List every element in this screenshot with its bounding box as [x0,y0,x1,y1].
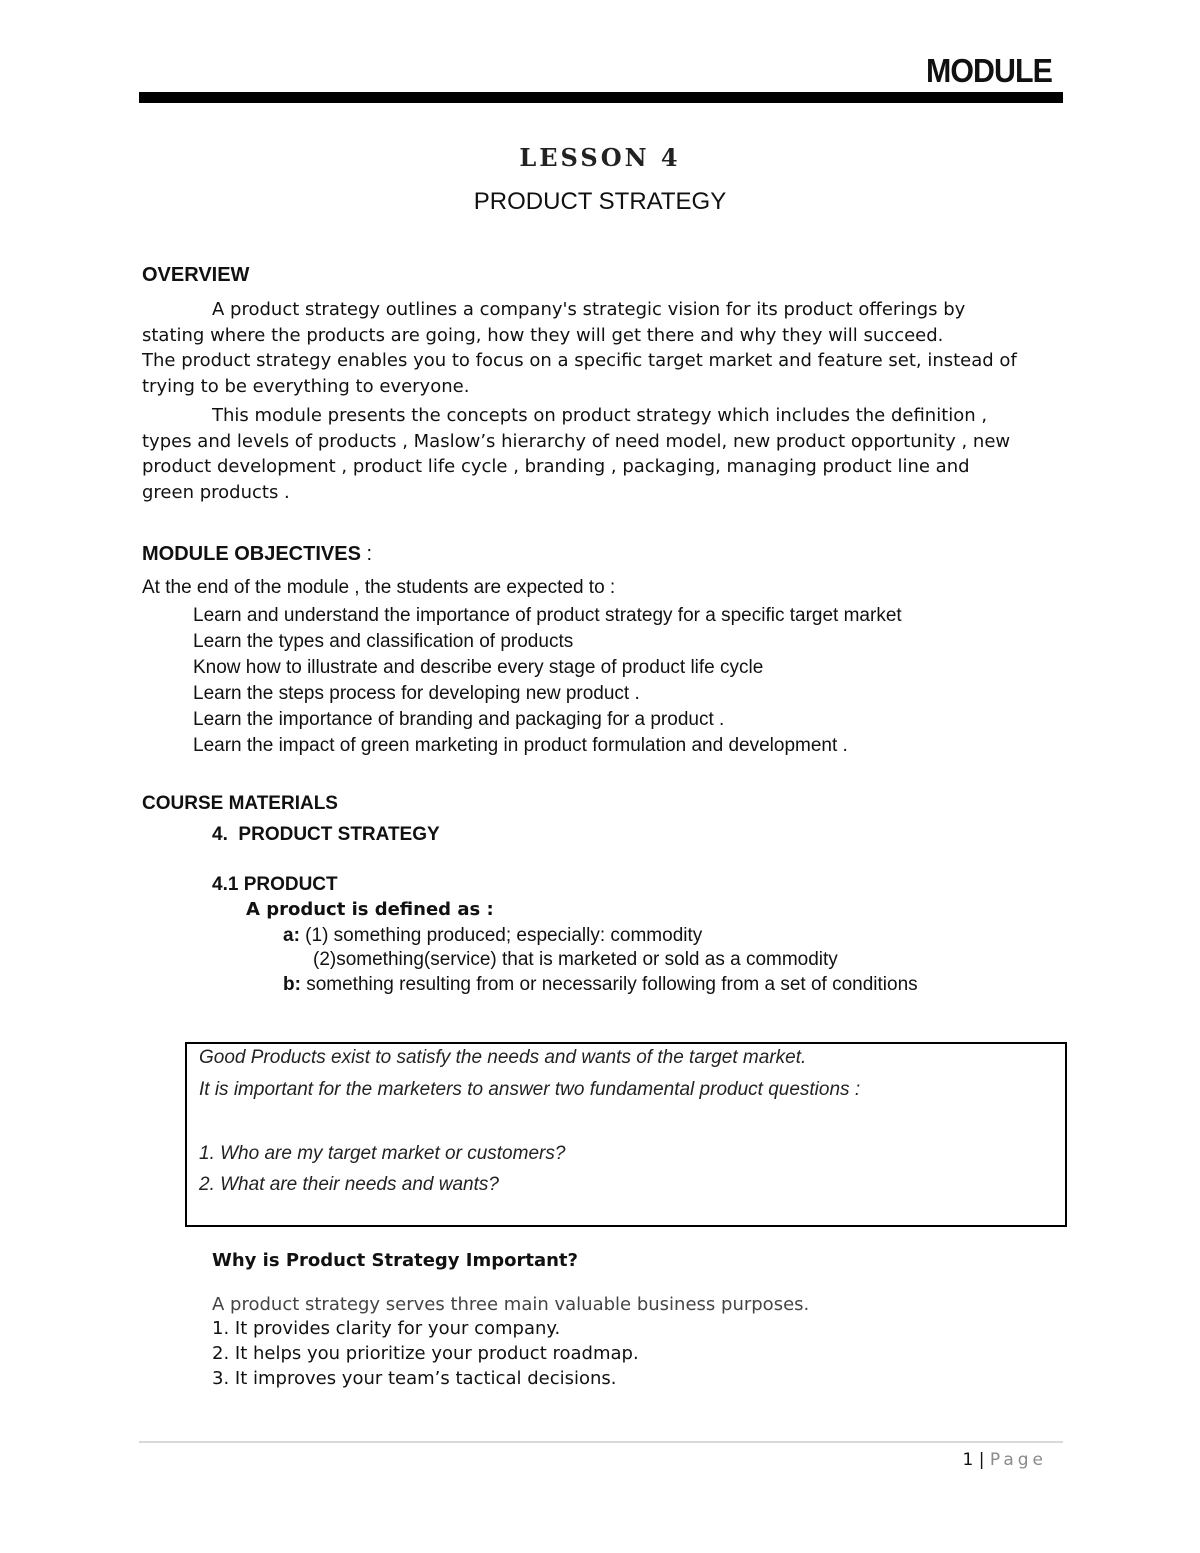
callout-line-2: It is important for the marketers to answer two fundamental product questions : [199,1079,861,1100]
list-item: Learn the steps process for developing new product . [193,683,640,704]
definition-b-label: b: [283,974,301,995]
subsection-heading: 4.1 PRODUCT [212,874,338,895]
why-item-2: 2. It helps you prioritize your product roadmap. [212,1343,639,1364]
callout-question-2: 2. What are their needs and wants? [199,1174,499,1195]
objectives-heading-row [142,543,372,566]
overview-p2-line-4: green products . [142,481,290,503]
why-item-1: 1. It provides clarity for your company. [212,1318,561,1339]
lesson-label: LESSON 4 [519,143,681,172]
overview-p2-line-3: product development , product life cycle , branding , packaging, managing product line and [142,456,970,477]
definition-a-label: a: [283,925,300,946]
overview-heading: OVERVIEW [142,264,250,286]
callout-box [185,1042,1067,1227]
list-item: Know how to illustrate and describe every stage of product life cycle [193,657,764,678]
definition-a-line-1 [283,925,702,947]
definition-a-text-1: (1) something produced; especially: commodity [299,925,703,946]
course-materials-heading: COURSE MATERIALS [142,793,338,814]
overview-p2-line-1: This module presents the concepts on product strategy which includes the definition , [212,405,988,426]
objectives-heading: MODULE OBJECTIVES [142,543,361,565]
definition-a-text-2: (2)something(service) that is marketed or sold as a commodity [313,949,838,970]
objectives-list [175,603,902,759]
list-item: Learn and understand the importance of product strategy for a specific target market [193,605,902,626]
page-label: Page [989,1450,1047,1470]
list-item: Learn the importance of branding and packaging for a product . [193,709,725,730]
page-separator: | [973,1450,990,1470]
overview-p1-line-4: trying to be everything to everyone. [142,375,470,397]
why-item-3: 3. It improves your team’s tactical decisions. [212,1368,617,1389]
definition-b-text: something resulting from or necessarily following from a set of conditions [300,974,918,995]
why-intro: A product strategy serves three main valuable business purposes. [212,1294,810,1315]
callout-question-1: 1. Who are my target market or customers? [199,1143,566,1164]
list-item: Learn the impact of green marketing in product formulation and development . [193,735,848,756]
overview-p1-line-2: stating where the products are going, how they will get there and why they will succeed. [142,324,944,346]
overview-p1-line-3: The product strategy enables you to focus on a specific target market and feature set, instead of [142,350,1017,371]
page-footer [962,1450,1047,1470]
section-heading [212,824,440,846]
module-header-title: MODULE [925,52,1052,89]
definition-intro: A product is defined as : [246,899,494,920]
footer-divider [139,1441,1063,1443]
definition-b-line [283,974,918,996]
header-divider [139,92,1063,103]
objectives-intro: At the end of the module , the students are expected to : [142,577,616,598]
overview-paragraph-1 [142,297,1067,399]
overview-p2-line-2: types and levels of products , Maslow’s hierarchy of need model, new product opportunity , new [142,430,1011,452]
section-number: 4. [212,824,228,845]
overview-paragraph-2 [142,403,1067,505]
why-heading: Why is Product Strategy Important? [212,1250,578,1271]
objectives-heading-suffix: : [360,543,373,565]
section-title: PRODUCT STRATEGY [238,824,440,845]
page-number: 1 [962,1450,974,1470]
list-item: Learn the types and classification of products [193,631,574,652]
callout-line-1: Good Products exist to satisfy the needs and wants of the target market. [199,1047,807,1068]
lesson-title: PRODUCT STRATEGY [473,188,727,215]
overview-p1-line-1: A product strategy outlines a company's strategic vision for its product offerings by [212,299,966,320]
